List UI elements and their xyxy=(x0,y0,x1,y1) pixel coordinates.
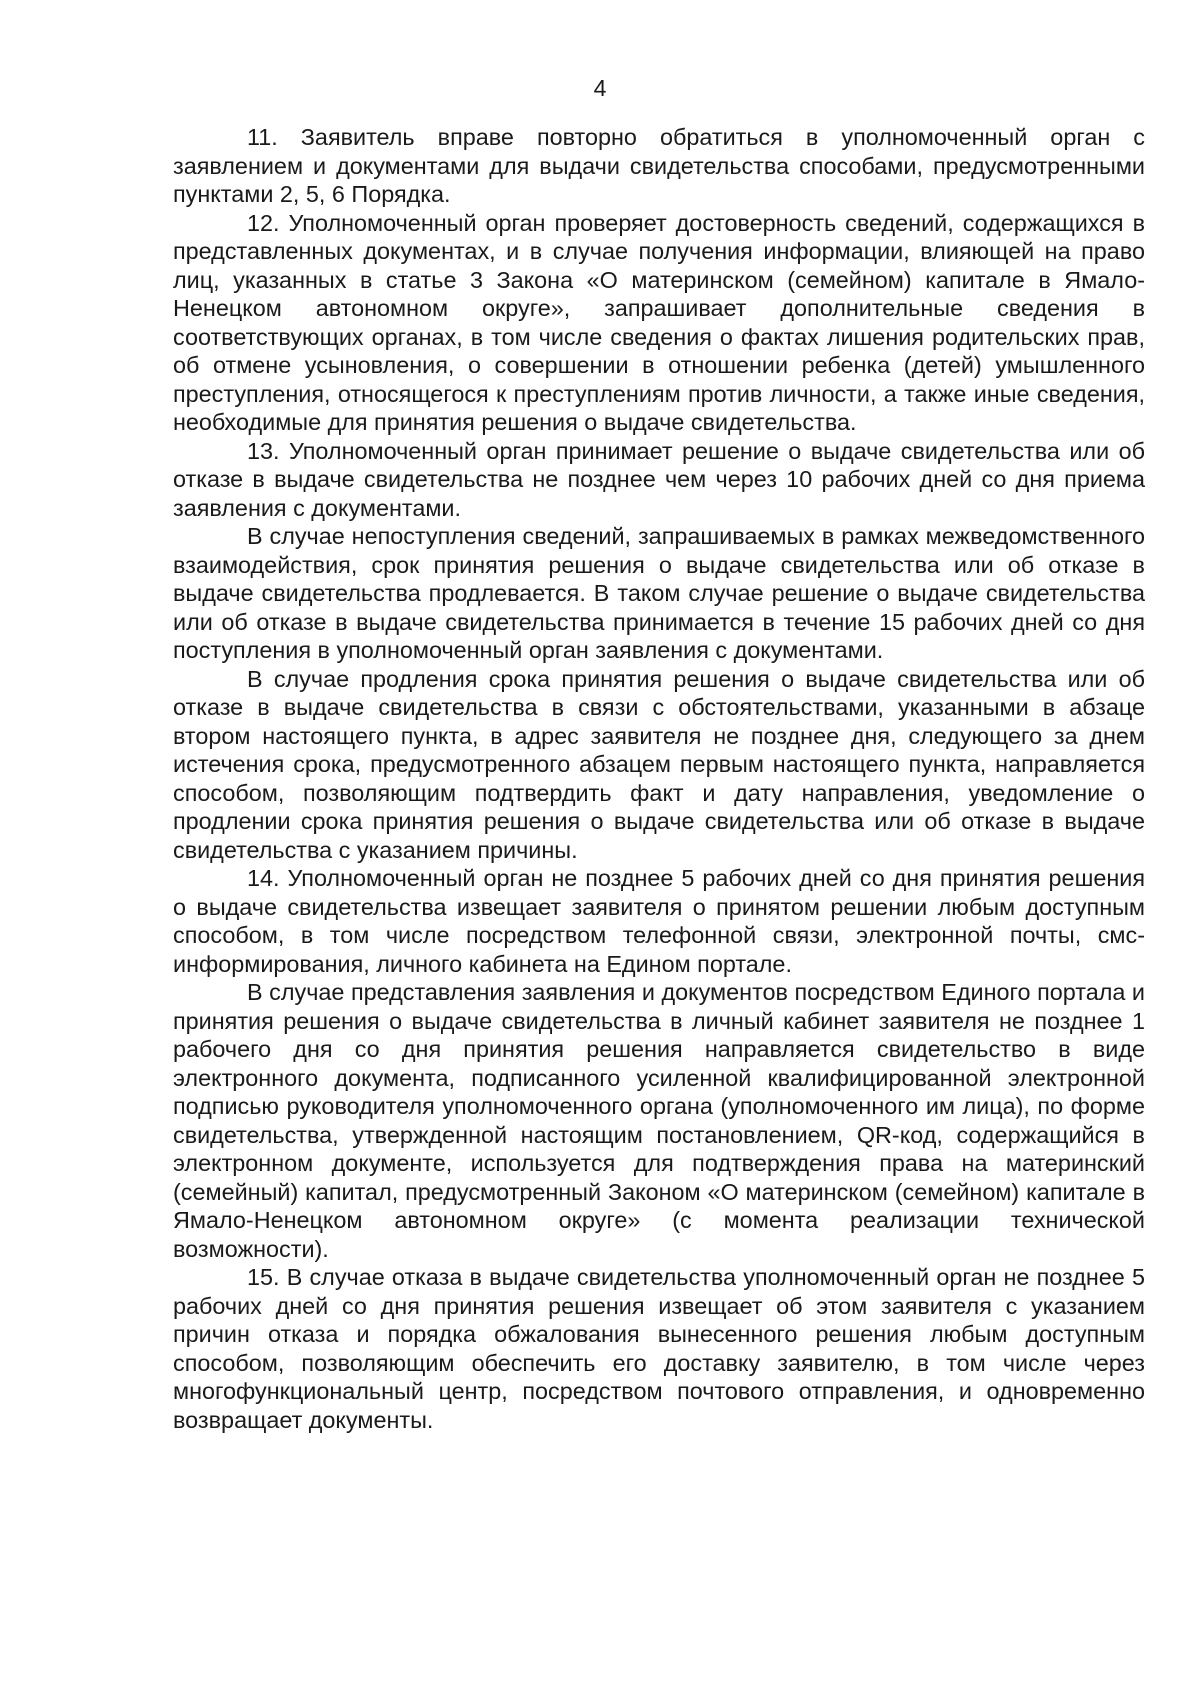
paragraph-item-13-part-3: В случае продления срока принятия решения о выдаче свидетельства или об отказе в выдаче свидетельства в связи с обстоятельствами, указанными в абзаце втором настоящего пункта, в адрес заявителя не позднее дня, следующего за днем истечения срока, предусмотренного абзацем первым настоящего пункта, направляется способом, позволяющим подтвердить факт и дату направления, уведомление о продлении срока принятия решения о выдаче свидетельства или об отказе в выдаче свидетельства с указанием причины. xyxy=(173,665,1145,863)
paragraph-item-13-part-2: В случае непоступления сведений, запрашиваемых в рамках межведомственного взаимодействия, срок принятия решения о выдаче свидетельства или об отказе в выдаче свидетельства продлевается. В таком случае решение о выдаче свидетельства или об отказе в выдаче свидетельства принимается в течение 15 рабочих дней со дня поступления в уполномоченный орган заявления с документами. xyxy=(173,523,1145,663)
paragraph-item-14-part-2: В случае представления заявления и документов посредством Единого портала и принятия решения о выдаче свидетельства в личный кабинет заявителя не позднее 1 рабочего дня со дня принятия решения направляется свидетельство в виде электронного документа, подписанного усиленной квалифицированной электронной подписью руководителя уполномоченного органа (уполномоченного им лица), по форме свидетельства, утвержденной настоящим постановлением, QR-код, содержащийся в электронном документе, используется для подтверждения права на материнский (семейный) капитал, предусмотренный Законом «О материнском (семейном) капитале в Ямало-Ненецком автономном округе» (с момента реализации технической возможности). xyxy=(173,979,1145,1262)
paragraph-item-14: 14. Уполномоченный орган не позднее 5 рабочих дней со дня принятия решения о выдаче свидетельства извещает заявителя о принятом решении любым доступным способом, в том числе посредством телефонной связи, электронной почты, смс-информирования, личного кабинета на Едином портале. xyxy=(173,865,1145,977)
document-body xyxy=(173,123,1145,1434)
paragraph-item-12: 12. Уполномоченный орган проверяет достоверность сведений, содержащихся в представленных документах, и в случае получения информации, влияющей на право лиц, указанных в статье 3 Закона «О материнском (семейном) капитале в Ямало-Ненецком автономном округе», запрашивает дополнительные сведения в соответствующих органах, в том числе сведения о фактах лишения родительских прав, об отмене усыновления, о совершении в отношении ребенка (детей) умышленного преступления, относящегося к преступлениям против личности, а также иные сведения, необходимые для принятия решения о выдаче свидетельства. xyxy=(173,209,1145,435)
paragraph-item-15: 15. В случае отказа в выдаче свидетельства уполномоченный орган не позднее 5 рабочих дней со дня принятия решения извещает об этом заявителя с указанием причин отказа и порядка обжалования вынесенного решения любым доступным способом, позволяющим обеспечить его доставку заявителю, в том числе через многофункциональный центр, посредством почтового отправления, и одновременно возвращает документы. xyxy=(173,1264,1145,1433)
paragraph-item-13: 13. Уполномоченный орган принимает решение о выдаче свидетельства или об отказе в выдаче свидетельства не позднее чем через 10 рабочих дней со дня приема заявления с документами. xyxy=(173,437,1145,521)
page-number: 4 xyxy=(593,75,607,101)
paragraph-item-11: 11. Заявитель вправе повторно обратиться в уполномоченный орган с заявлением и документами для выдачи свидетельства способами, предусмотренными пунктами 2, 5, 6 Порядка. xyxy=(173,124,1145,207)
